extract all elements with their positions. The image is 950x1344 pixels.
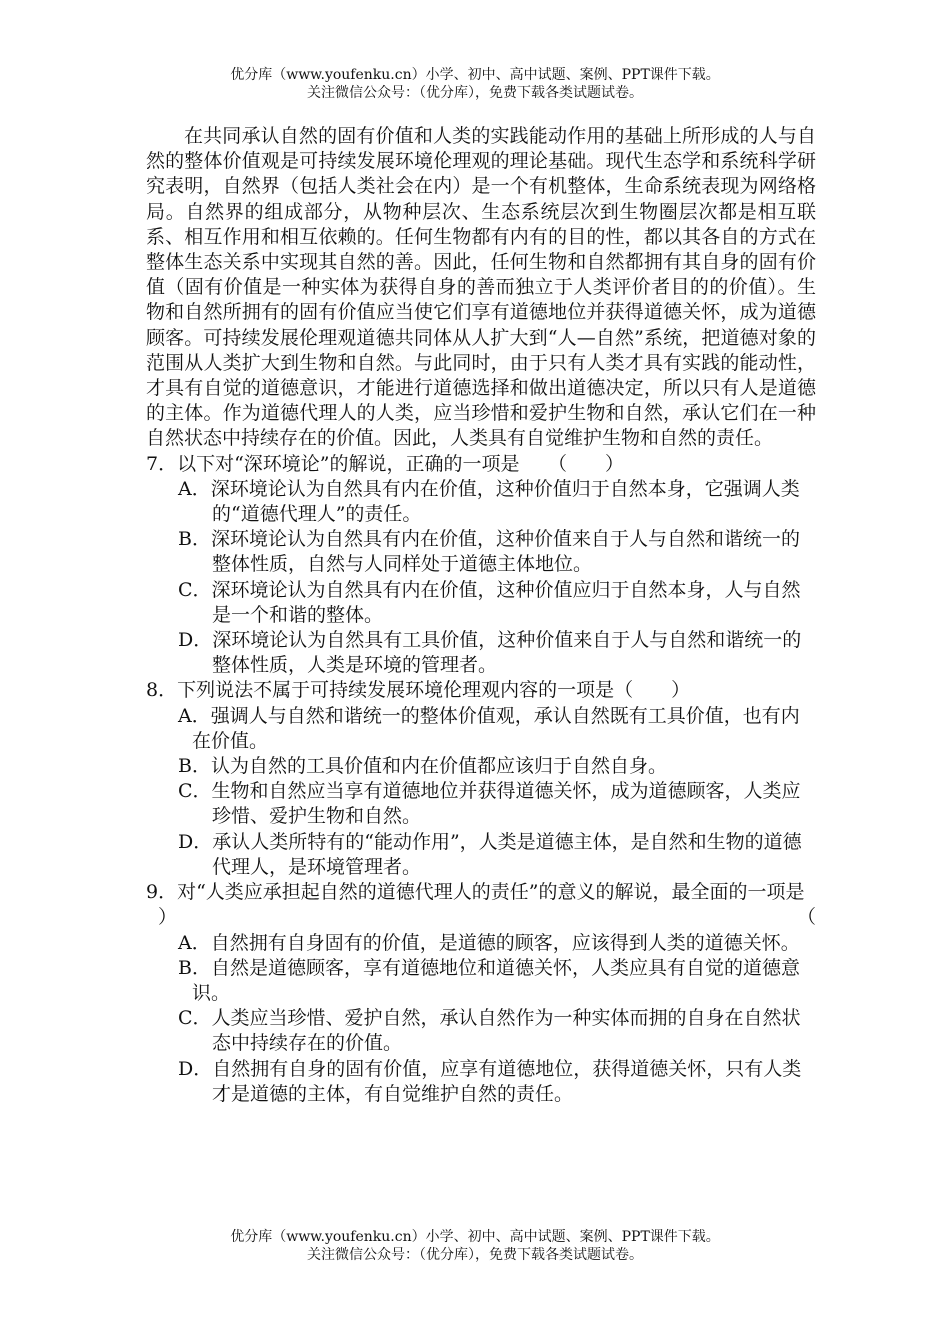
option-a: A．强调人与自然和谐统一的整体价值观，承认自然既有工具价值，也有内在价值。 (178, 704, 800, 752)
document-body (146, 124, 816, 1107)
question-7 (146, 452, 816, 679)
question-stem-text: 9．对“人类应承担起自然的道德代理人的责任”的意义的解说，最全面的一项是 (146, 881, 805, 904)
option-b: B．深环境论认为自然具有内在价值，这种价值来自于人与自然和谐统一的整体性质，自然与人同样处于道德主体地位。 (178, 528, 800, 576)
option-list (146, 477, 816, 679)
option-c: C．深环境论认为自然具有内在价值，这种价值应归于自然本身，人与自然是一个和谐的整体。 (178, 578, 801, 626)
option-d: D．深环境论认为自然具有工具价值，这种价值来自于人与自然和谐统一的整体性质，人类是环境的管理者。 (178, 629, 802, 677)
header-line-1: 优分库（www.youfenku.cn）小学、初中、高中试题、案例、PPT课件下载。 (230, 67, 720, 83)
question-8 (146, 678, 816, 880)
option-a: A．自然拥有自身固有的价值，是道德的顾客，应该得到人类的道德关怀。 (178, 931, 800, 954)
option-d: D．承认人类所特有的“能动作用”，人类是道德主体，是自然和生物的道德代理人，是环境管理者。 (178, 830, 802, 878)
option-a: A．深环境论认为自然具有内在价值，这种价值归于自然本身，它强调人类的“道德代理人”的责任。 (178, 477, 800, 526)
reading-passage: 在共同承认自然的固有价值和人类的实践能动作用的基础上所形成的人与自然的整体价值观是可持续发展环境伦理观的理论基础。现代生态学和系统科学研究表明，自然界（包括人类社会在内）是一个有机整体，生命系统表现为网络格局。自然界的组成部分，从物种层次、生态系统层次到生物圈层次都是相互联系、相互作用和相互依赖的。任何生物都有内有的目的性，都以其各自的方式在整体生态关系中实现其自然的善。因此，任何生物和自然都拥有其自身的固有价值（固有价值是一种实体为获得自身的善而独立于人类评价者目的的价值）。生物和自然所拥有的固有价值应当使它们享有道德地位并获得道德关怀，成为道德顾客。可持续发展伦理观道德共同体从人扩大到“人—自然”系统，把道德对象的范围从人类扩大到生物和自然。与此同时，由于只有人类才具有实践的能动性，才具有自觉的道德意识，才能进行道德选择和做出道德决定，所以只有人是道德的主体。作为道德代理人的人类，应当珍惜和爱护生物和自然，承认它们在一种自然状态中持续存在的价值。因此，人类具有自觉维护生物和自然的责任。 (146, 125, 816, 450)
page-footer (0, 1228, 950, 1264)
option-b: B．自然是道德顾客，享有道德地位和道德关怀，人类应具有自觉的道德意识。 (178, 956, 800, 1004)
question-stem: 8．下列说法不属于可持续发展环境伦理观内容的一项是（ ） (146, 679, 691, 702)
question-stem (146, 880, 816, 929)
option-d: D．自然拥有自身的固有价值，应享有道德地位，获得道德关怀，只有人类才是道德的主体，有自觉维护自然的责任。 (178, 1057, 802, 1105)
answer-paren-open: （ (796, 906, 816, 929)
option-list (146, 931, 816, 1107)
option-list (146, 704, 816, 880)
option-b: B．认为自然的工具价值和内在价值都应该归于自然自身。 (178, 755, 667, 778)
option-c: C．生物和自然应当享有道德地位并获得道德关怀，成为道德顾客，人类应珍惜、爱护生物和自然。 (178, 780, 801, 828)
question-9 (146, 880, 816, 1107)
answer-paren-close: ） (158, 906, 178, 929)
footer-line-1: 优分库（www.youfenku.cn）小学、初中、高中试题、案例、PPT课件下载。 (230, 1229, 720, 1245)
option-c: C．人类应当珍惜、爱护自然，承认自然作为一种实体而拥的自身在自然状态中持续存在的价值。 (178, 1007, 801, 1055)
page-header (0, 66, 950, 102)
footer-line-2: 关注微信公众号：（优分库），免费下载各类试题试卷。 (307, 1247, 643, 1263)
question-stem: 7．以下对“深环境论”的解说，正确的一项是 （ ） (146, 452, 625, 475)
header-line-2: 关注微信公众号：（优分库），免费下载各类试题试卷。 (307, 85, 643, 101)
